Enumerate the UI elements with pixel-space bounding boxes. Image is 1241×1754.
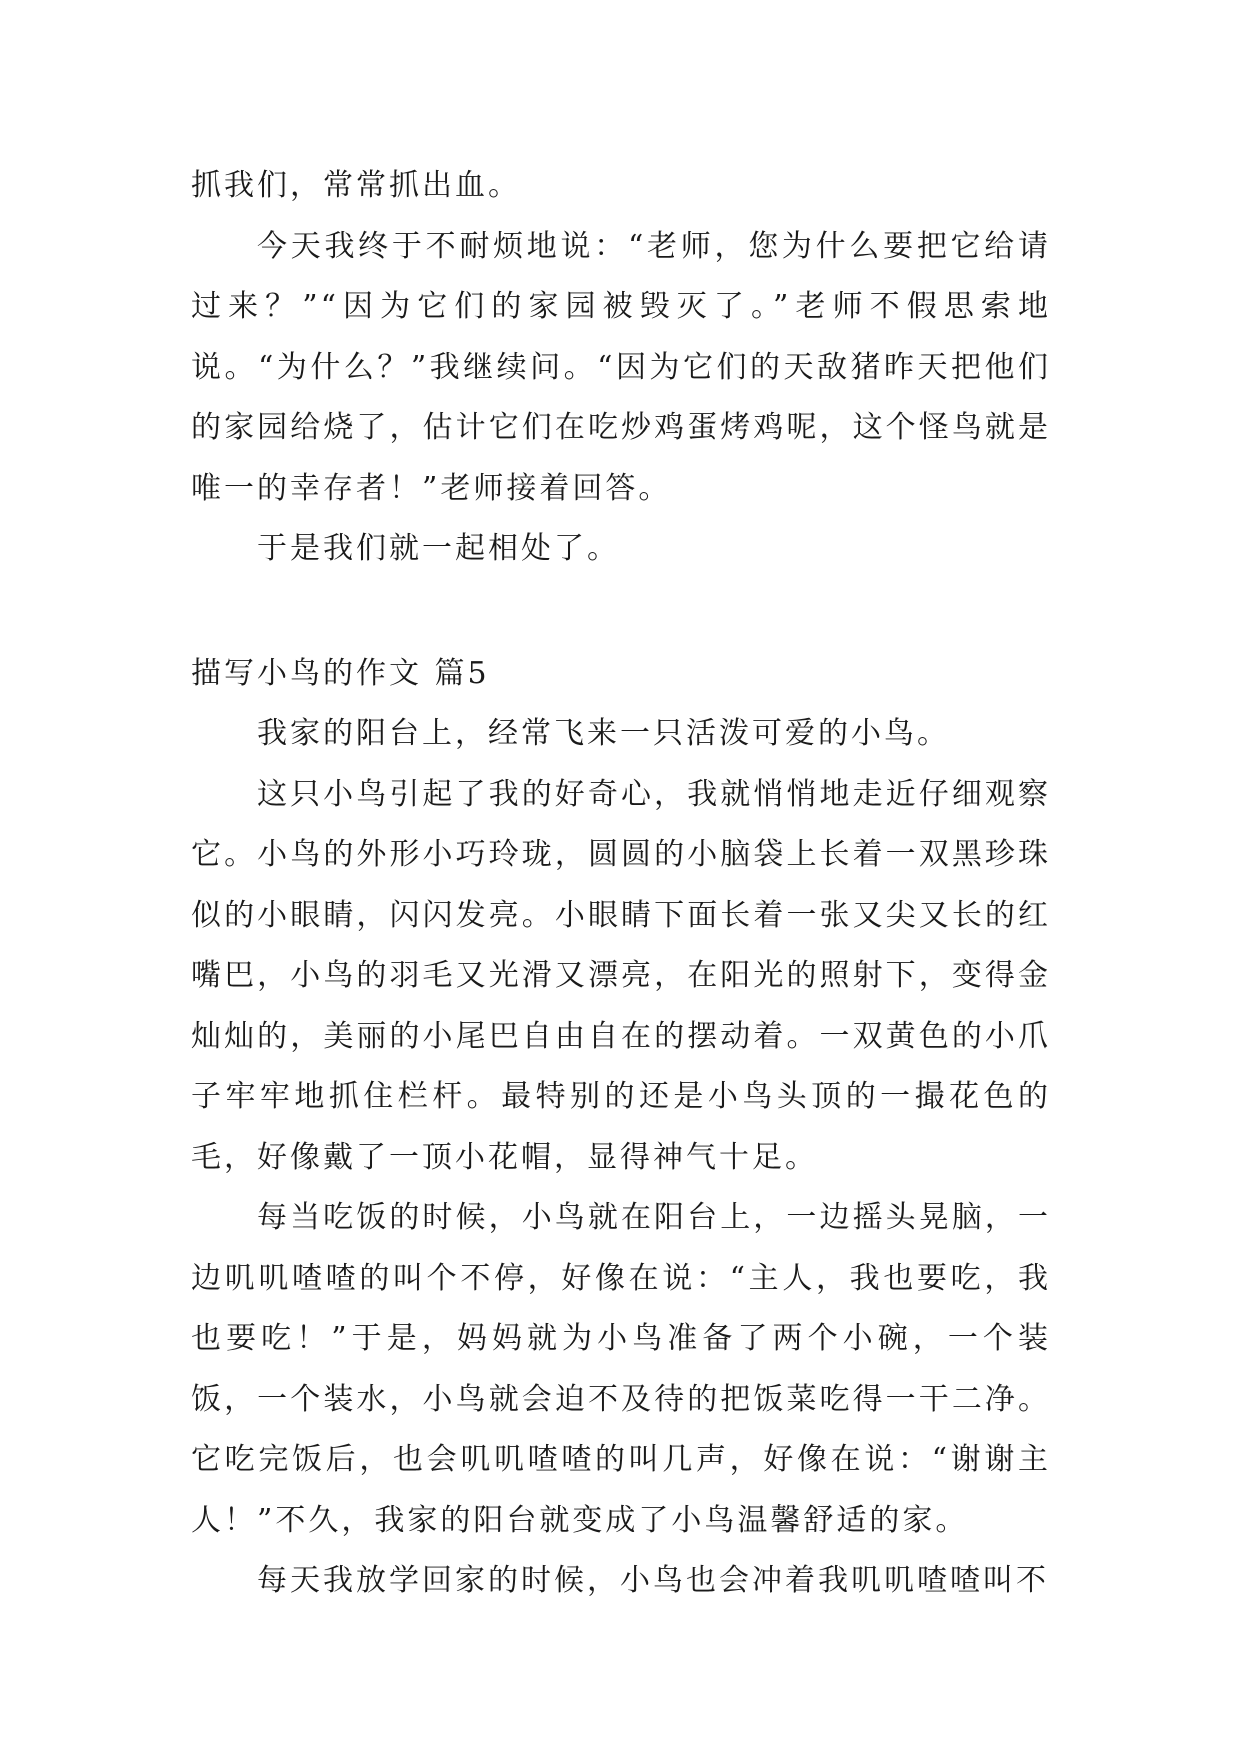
paragraph-5: 这只小鸟引起了我的好奇心，我就悄悄地走近仔细观察它。小鸟的外形小巧玲珑，圆圆的小脑袋上长着一双黑珍珠似的小眼睛，闪闪发亮。小眼睛下面长着一张又尖又长的红嘴巴，小鸟的羽毛又光滑又漂亮，在阳光的照射下，变得金灿灿的，美丽的小尾巴自由自在的摆动着。一双黄色的小爪子牢牢地抓住栏杆。最特别的还是小鸟头顶的一撮花色的毛，好像戴了一顶小花帽，显得神气十足。 (191, 776, 1051, 1175)
section-heading: 描写小鸟的作文 篇5 (191, 655, 490, 691)
paragraph-4: 我家的阳台上，经常飞来一只活泼可爱的小鸟。 (257, 716, 950, 751)
paragraph-2: 今天我终于不耐烦地说：“老师，您为什么要把它给请过来？”“因为它们的家园被毁灭了。”老师不假思索地说。“为什么？”我继续问。“因为它们的天敌猪昨天把他们的家园给烧了，估计它们在吃炒鸡蛋烤鸡呢，这个怪鸟就是唯一的幸存者！”老师接着回答。 (191, 228, 1051, 506)
paragraph-6: 每当吃饭的时候，小鸟就在阳台上，一边摇头晃脑，一边叽叽喳喳的叫个不停，好像在说：“主人，我也要吃，我也要吃！”于是，妈妈就为小鸟准备了两个小碗，一个装饭，一个装水，小鸟就会迫不及待的把饭菜吃得一干二净。它吃完饭后，也会叽叽喳喳的叫几声，好像在说：“谢谢主人！”不久，我家的阳台就变成了小鸟温馨舒适的家。 (191, 1200, 1051, 1538)
paragraph-3: 于是我们就一起相处了。 (257, 531, 620, 566)
paragraph-7: 每天我放学回家的时候，小鸟也会冲着我叽叽喳喳叫不 (257, 1563, 1049, 1598)
paragraph-1: 抓我们，常常抓出血。 (191, 168, 521, 203)
document-body (191, 156, 1051, 1612)
